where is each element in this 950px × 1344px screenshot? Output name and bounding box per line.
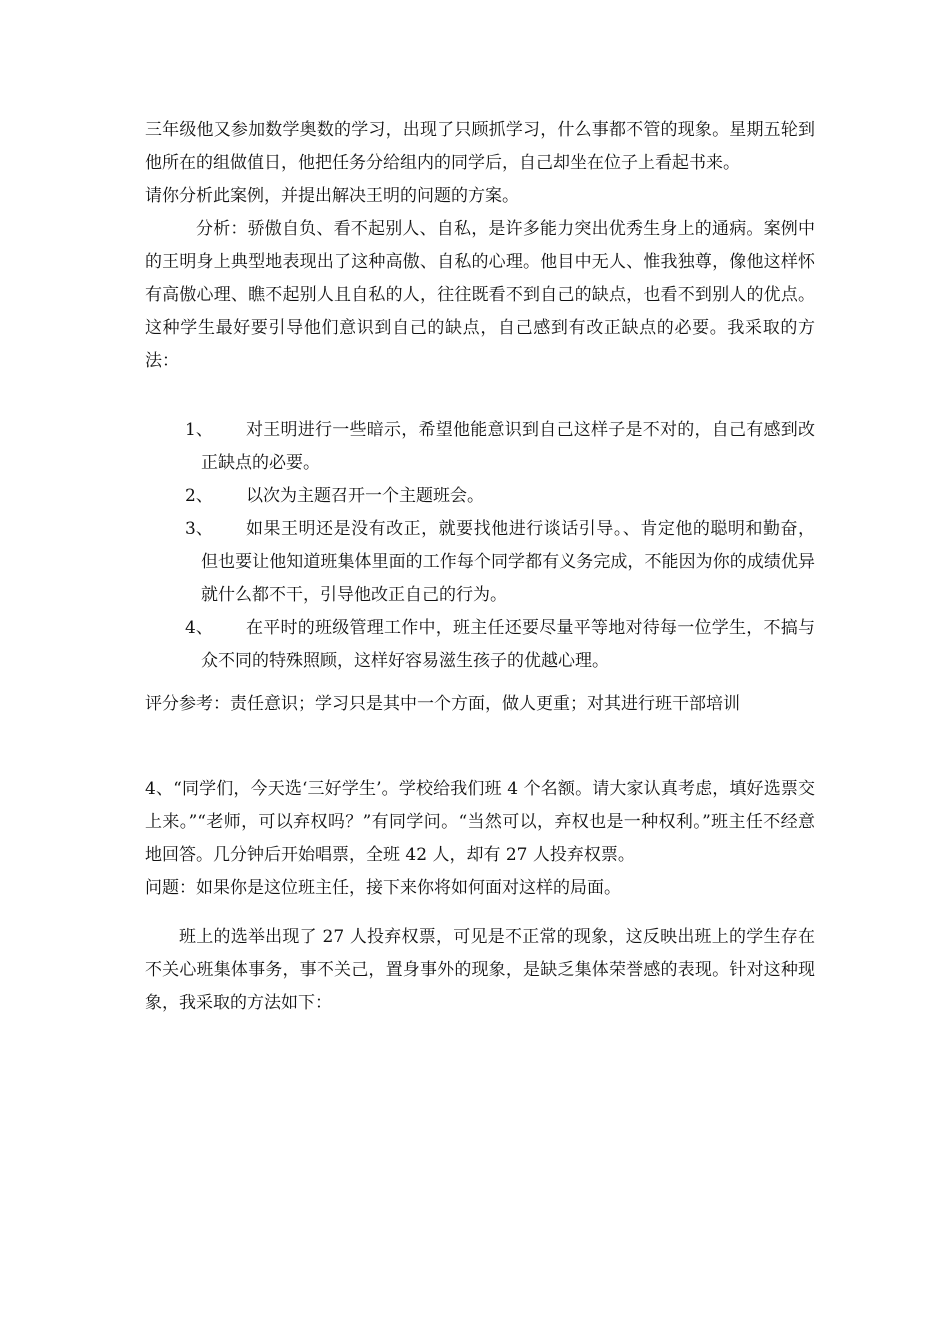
document-page bbox=[145, 114, 815, 1020]
list-text: 对王明进行一些暗示，希望他能意识到自己这样子是不对的，自己有感到改正缺点的必要。 bbox=[201, 420, 815, 473]
question-4-answer: 班上的选举出现了 27 人投弃权票，可见是不正常的现象，这反映出班上的学生存在不关心班集体事务，事不关己，置身事外的现象，是缺乏集体荣誉感的表现。针对这种现象，我采取的方法如下： bbox=[145, 927, 815, 1013]
list-text: 在平时的班级管理工作中，班主任还要尽量平等地对待每一位学生，不搞与众不同的特殊照顾，这样好容易滋生孩子的优越心理。 bbox=[201, 618, 815, 671]
list-number: 3、 bbox=[185, 519, 213, 539]
question-4-case: 4、“同学们，今天选‘三好学生’。学校给我们班 4 个名额。请大家认真考虑，填好选票交上来。”“老师，可以弃权吗？”有同学问。“当然可以，弃权也是一种权利。”班主任不经意地回答。几分钟后开始唱票，全班 42 人，却有 27 人投弃权票。 bbox=[145, 779, 815, 865]
case-background-paragraph: 三年级他又参加数学奥数的学习，出现了只顾抓学习，什么事都不管的现象。星期五轮到他所在的组做值日，他把任务分给组内的同学后，自己却坐在位子上看起书来。 bbox=[145, 120, 815, 173]
list-item bbox=[145, 414, 815, 480]
question-4-prompt: 问题：如果你是这位班主任，接下来你将如何面对这样的局面。 bbox=[145, 878, 621, 898]
list-text: 以次为主题召开一个主题班会。 bbox=[246, 486, 484, 506]
case-question: 请你分析此案例，并提出解决王明的问题的方案。 bbox=[145, 186, 519, 206]
list-item bbox=[145, 513, 815, 612]
analysis-paragraph: 分析：骄傲自负、看不起别人、自私，是许多能力突出优秀生身上的通病。案例中的王明身上典型地表现出了这种高傲、自私的心理。他目中无人、惟我独尊，像他这样怀有高傲心理、瞧不起别人且自私的人，往往既看不到自己的缺点，也看不到别人的优点。这种学生最好要引导他们意识到自己的缺点，自己感到有改正缺点的必要。我采取的方法： bbox=[145, 219, 815, 371]
list-item bbox=[145, 480, 815, 513]
list-item bbox=[145, 612, 815, 678]
list-number: 1、 bbox=[185, 420, 213, 440]
list-number: 4、 bbox=[185, 618, 213, 638]
list-text: 如果王明还是没有改正，就要找他进行谈话引导。、肯定他的聪明和勤奋，但也要让他知道班集体里面的工作每个同学都有义务完成，不能因为你的成绩优异就什么都不干，引导他改正自己的行为。 bbox=[201, 519, 815, 605]
list-number: 2、 bbox=[185, 486, 213, 506]
scoring-reference: 评分参考：责任意识；学习只是其中一个方面，做人更重；对其进行班干部培训 bbox=[145, 694, 740, 714]
method-list bbox=[145, 414, 815, 678]
